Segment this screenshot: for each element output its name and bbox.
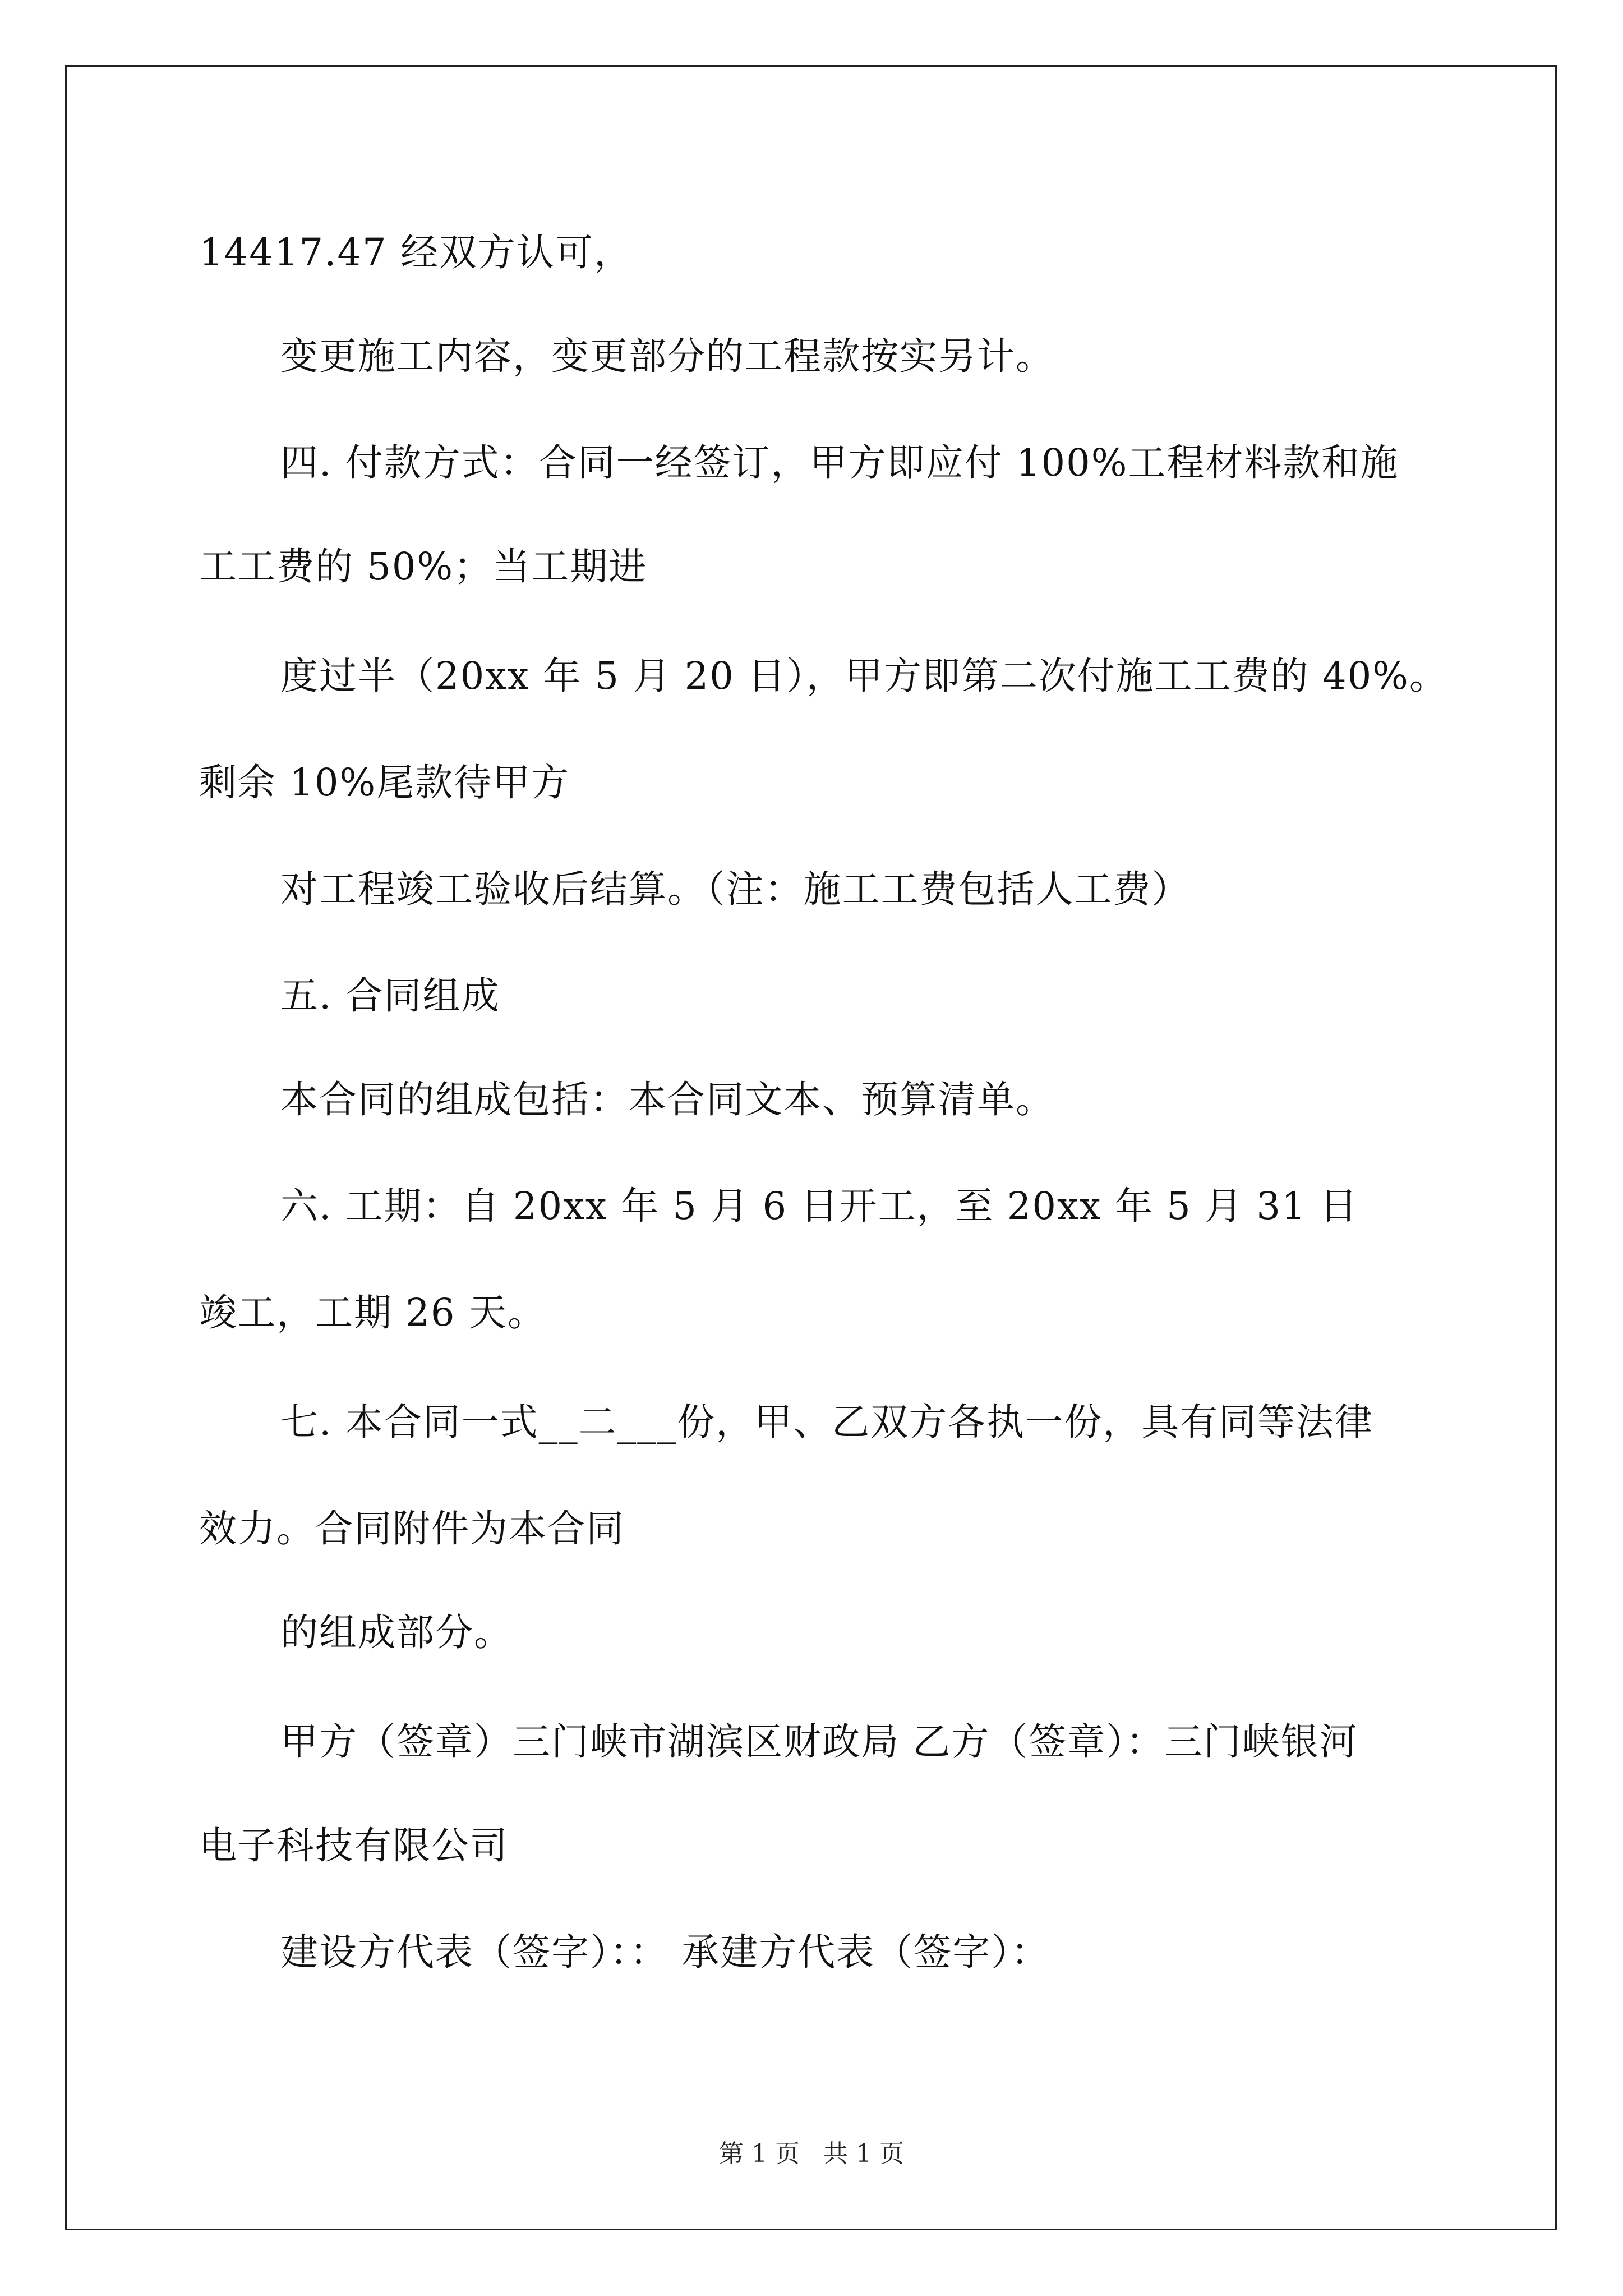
signature-party-line: 电子科技有限公司	[199, 1824, 509, 1867]
text-line: 七. 本合同一式__二___份，甲、乙双方各执一份，具有同等法律	[280, 1400, 1374, 1444]
page-number-footer: 第 1 页 共 1 页	[719, 2139, 904, 2168]
representative-signature-line: 建设方代表（签字）：： 承建方代表（签字）：	[280, 1930, 1050, 1974]
text-line: 对工程竣工验收后结算。（注：施工工费包括人工费）	[280, 867, 1191, 911]
text-line: 的组成部分。	[280, 1611, 513, 1654]
text-line: 四. 付款方式：合同一经签订，甲方即应付 100%工程材料款和施	[280, 441, 1399, 485]
text-line: 竣工，工期 26 天。	[199, 1291, 546, 1335]
text-line: 剩余 10%尾款待甲方	[199, 761, 570, 804]
text-line: 效力。合同附件为本合同	[199, 1507, 625, 1550]
page-border	[65, 65, 1557, 2230]
text-line: 六. 工期：自 20xx 年 5 月 6 日开工，至 20xx 年 5 月 31 日	[280, 1184, 1358, 1228]
text-line: 本合同的组成包括：本合同文本、预算清单。	[280, 1078, 1054, 1121]
section-heading: 五. 合同组成	[280, 974, 500, 1018]
text-line: 变更施工内容，变更部分的工程款按实另计。	[280, 334, 1054, 378]
text-line: 工工费的 50%；当工期进	[199, 545, 648, 588]
text-line: 14417.47 经双方认可，	[199, 231, 633, 274]
signature-party-line: 甲方（签章）三门峡市湖滨区财政局 乙方（签章）：三门峡银河	[280, 1720, 1358, 1764]
text-line: 度过半（20xx 年 5 月 20 日），甲方即第二次付施工工费的 40%。	[280, 654, 1448, 698]
